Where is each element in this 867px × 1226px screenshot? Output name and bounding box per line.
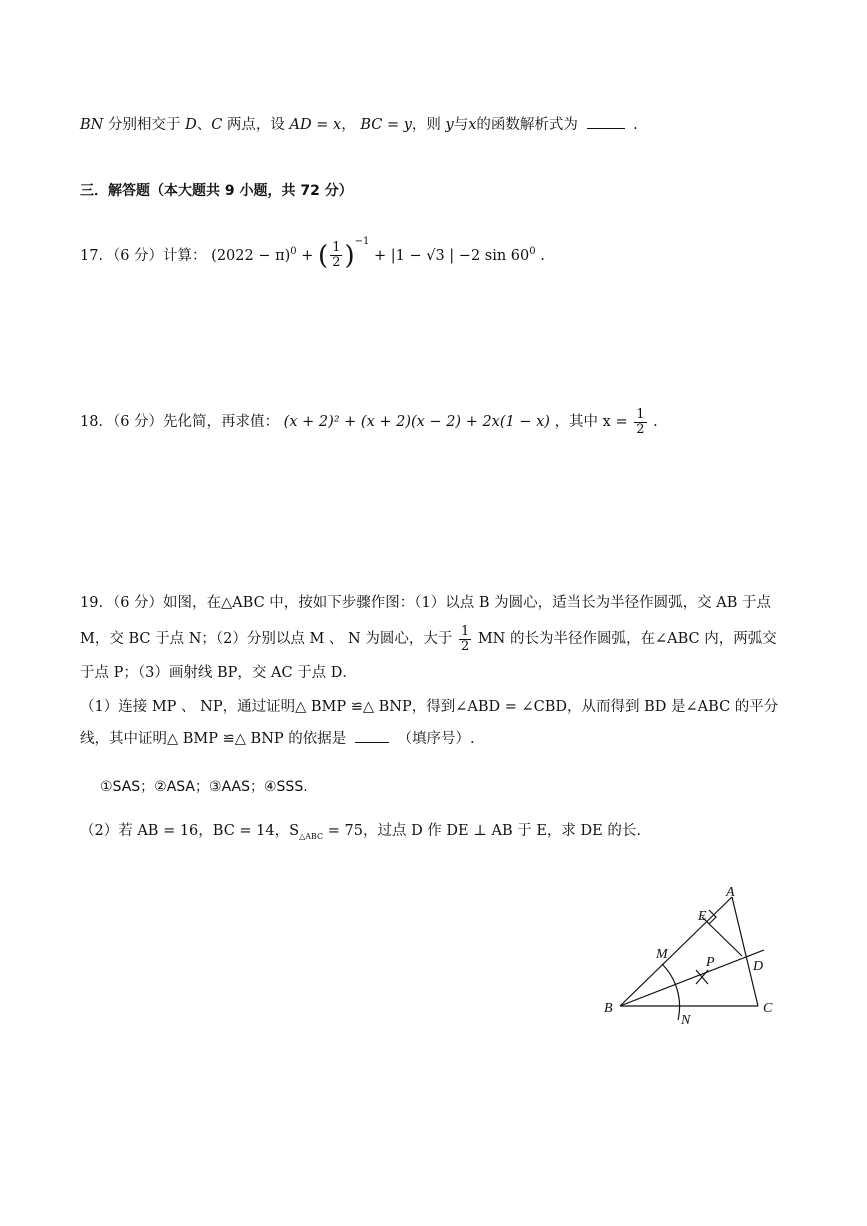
segment-AB (620, 897, 732, 1006)
q18-end: . (653, 414, 658, 430)
q19-part2-text-b: = 75，过点 D 作 DE ⊥ AB 于 E，求 DE 的长. (323, 823, 641, 839)
q16-text-2: 、 (196, 117, 212, 133)
q17-plus: + (301, 247, 319, 264)
q19-text-2b: MN 的长为半径作圆弧，在∠ABC 内，两弧交 (477, 631, 777, 647)
q17-end: . (540, 247, 545, 264)
q17-exp0: 0 (290, 246, 297, 257)
q16-text-6: 与 (453, 117, 469, 133)
answer-blank-q16[interactable] (587, 112, 625, 129)
label-N: N (681, 1013, 691, 1028)
q19-line-2 (80, 624, 827, 654)
label-C: C (763, 1001, 773, 1016)
label-B: B (604, 1001, 613, 1016)
question-18 (80, 404, 827, 440)
q19-part1-text-b: 线，其中证明△ BMP ≌△ BNP 的依据是 (80, 731, 347, 747)
q19-options: ①SAS；②ASA；③AAS；④SSS. (100, 779, 308, 795)
q17-expr-a: (2022 − π) (211, 247, 291, 264)
arc-MN (662, 964, 680, 1020)
q19-part2-line (80, 820, 827, 848)
q19-text-3: 于点 P；（3）画射线 BP，交 AC 于点 D． (80, 665, 357, 681)
q17-exp-neg1: −1 (354, 236, 370, 247)
question-17: 17．（6 分）计算： $(2022 - \pi)^0$ + ( $\frac{1}{2}$ )$^{-1}$ + |1 − √3 | −2 $\sin 60^0$ . (80, 236, 545, 271)
q18-fraction: $\frac{1}{2}$ (636, 406, 645, 437)
label-M: M (656, 947, 668, 962)
label-A: A (726, 885, 735, 900)
q19-part1-text-c: （填序号）. (397, 731, 475, 747)
q16-text-4: ， (341, 117, 356, 133)
q19-part1-line-b (80, 726, 827, 750)
section-heading (80, 180, 827, 202)
answer-blank-q19-1[interactable] (355, 726, 389, 743)
right-angle-mark (709, 910, 716, 924)
label-P: P (706, 955, 715, 970)
section-title: 三．解答题（本大题共 9 小题，共 72 分） (80, 183, 353, 199)
var-BN: BN (80, 117, 104, 133)
q16-end: . (633, 117, 638, 133)
q18-number: 18．（6 分）先化简，再求值： (80, 414, 280, 430)
q19-area-subscript: △ABC (299, 831, 324, 841)
q16-text-1: 分别相交于 (107, 117, 181, 133)
q19-options-line (100, 776, 827, 798)
q18-where: ，其中 x = (554, 414, 628, 430)
q19-line-1 (80, 592, 827, 614)
q19-text-2a: M，交 BC 于点 N；（2）分别以点 M 、 N 为圆心，大于 (80, 631, 453, 647)
q16-text-3: 两点，设 (226, 117, 285, 133)
q19-text-1: 19．（6 分）如图，在△ABC 中，按如下步骤作图：（1）以点 B 为圆心，适当长为半径作圆弧，交 AB 于点 (80, 595, 771, 611)
q17-number: 17．（6 分）计算： (80, 247, 207, 264)
label-D: D (753, 959, 764, 974)
q16-text-7: 的函数解析式为 (476, 117, 578, 133)
q19-part2-text-a: （2）若 AB = 16，BC = 14，S (80, 823, 300, 839)
triangle-figure (596, 884, 786, 1034)
segment-DE (702, 917, 742, 956)
q19-part1-line-a (80, 696, 827, 718)
q19-fraction: $\frac{1}{2}$ (460, 623, 470, 654)
q17-abs-part: + |1 − √3 | −2 sin 60 (373, 247, 530, 264)
q17-fraction: $\frac{1}{2}$ (332, 240, 341, 271)
q16-tail-line: BN 分别相交于 D、C 两点，设 AD = x， BC = y，则 y与x的函数解析式为 . (80, 112, 827, 136)
segment-AC (732, 897, 758, 1006)
q18-expr: (x + 2)² + (x + 2)(x − 2) + 2x(1 − x) (283, 414, 550, 430)
label-E: E (698, 909, 707, 924)
ray-BP (620, 950, 764, 1006)
q19-line-3 (80, 662, 827, 684)
q19-part1-text-a: （1）连接 MP 、 NP，通过证明△ BMP ≌△ BNP，得到∠ABD = ∠CBD，从而得到 BD 是∠ABC 的平分 (80, 699, 779, 715)
q16-text-5: ，则 (411, 117, 441, 133)
q17-exp-deg: 0 (529, 246, 536, 257)
